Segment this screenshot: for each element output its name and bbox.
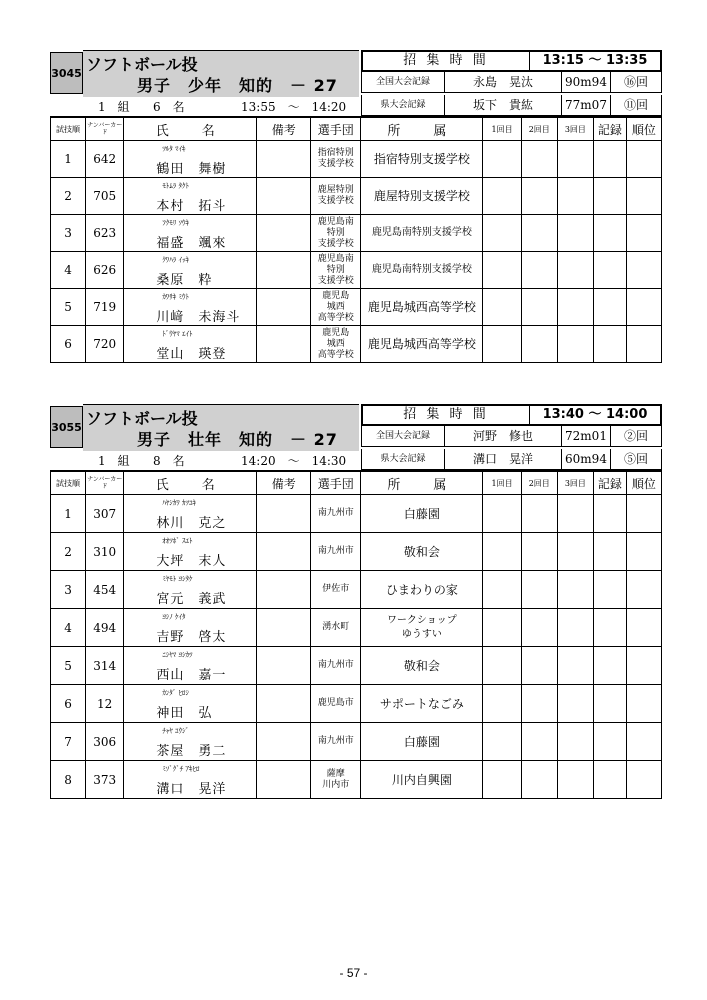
event-block: [50, 404, 662, 799]
attempt-1-cell: [483, 252, 521, 289]
record-row: [361, 449, 662, 470]
record-edition: ⑯回: [623, 75, 648, 89]
affiliation-cell: 敬和会: [361, 533, 483, 571]
athlete-name: 西山 嘉一: [156, 668, 227, 683]
athlete-name-cell: [124, 215, 257, 252]
team-cell: 鹿児島市: [311, 685, 361, 723]
recall-time: 13:40 ～ 14:00: [542, 407, 648, 422]
athlete-name: 吉野 啓太: [156, 630, 227, 645]
record-mark: 72m01: [562, 426, 611, 446]
attempt-3-cell: [557, 685, 593, 723]
trial-order: 5: [51, 647, 86, 685]
affiliation-cell: 鹿屋特別支援学校: [361, 178, 483, 215]
athlete-name: 神田 弘: [156, 706, 213, 721]
col-rank: 順位: [626, 472, 661, 495]
trial-order: 4: [51, 252, 86, 289]
event-code: 3055: [50, 406, 83, 448]
athlete-name: 福盛 颯來: [156, 236, 227, 251]
col-order: 試技順: [51, 472, 86, 495]
record-cell: [593, 685, 626, 723]
team-cell: 鹿屋特別 支援学校: [311, 178, 361, 215]
record-holder: 河野 修也: [445, 426, 562, 446]
athlete-name-cell: [124, 571, 257, 609]
record-cell: [593, 723, 626, 761]
trial-order: 1: [51, 141, 86, 178]
col-note: 備考: [257, 118, 311, 141]
trial-order: 6: [51, 685, 86, 723]
bib-number: 719: [86, 289, 124, 326]
team-cell: 薩摩 川内市: [311, 761, 361, 799]
athlete-name-cell: [124, 647, 257, 685]
table-row: [51, 289, 662, 326]
trial-order: 6: [51, 326, 86, 363]
team-cell: 鹿児島 城西 高等学校: [311, 326, 361, 363]
group-count: 6 名: [153, 100, 185, 114]
athlete-name: 宮元 義武: [156, 592, 227, 607]
col-name: 氏 名: [124, 118, 257, 141]
attempt-1-cell: [483, 326, 521, 363]
attempt-3-cell: [557, 761, 593, 799]
record-row: [361, 72, 662, 93]
trial-order: 4: [51, 609, 86, 647]
attempt-1-cell: [483, 141, 521, 178]
attempt-1-cell: [483, 685, 521, 723]
athlete-name: 林川 克之: [156, 516, 227, 531]
rank-cell: [626, 252, 661, 289]
event-category: 男子 壮年 知的 － 27: [137, 430, 338, 449]
athlete-kana: ｶﾜｻｷ ﾐｳﾄ: [162, 293, 190, 301]
attempt-3-cell: [557, 178, 593, 215]
attempt-2-cell: [521, 252, 557, 289]
table-row: [51, 326, 662, 363]
record-cell: [593, 533, 626, 571]
affiliation-cell: 川内自興園: [361, 761, 483, 799]
athlete-name: 大坪 末人: [156, 554, 227, 569]
team-cell: 鹿児島南 特別 支援学校: [311, 215, 361, 252]
group-count: 8 名: [153, 454, 185, 468]
recall-time-row: [361, 50, 662, 72]
attempt-3-cell: [557, 141, 593, 178]
note-cell: [257, 141, 311, 178]
recall-time: 13:15 ～ 13:35: [542, 53, 648, 68]
trial-order: 1: [51, 495, 86, 533]
attempt-3-cell: [557, 647, 593, 685]
affiliation-cell: ワークショップ ゆうすい: [361, 609, 483, 647]
affiliation-cell: ひまわりの家: [361, 571, 483, 609]
affiliation-cell: 敬和会: [361, 647, 483, 685]
rank-cell: [626, 215, 661, 252]
event-header: [50, 50, 662, 96]
attempt-1-cell: [483, 647, 521, 685]
athlete-kana: ﾊﾔｼｶﾜ ｶﾂﾕｷ: [162, 499, 197, 507]
record-mark: 60m94: [562, 449, 611, 469]
record-cell: [593, 609, 626, 647]
col-r3: 3回目: [557, 472, 593, 495]
col-team: 選手団: [311, 118, 361, 141]
bib-number: 306: [86, 723, 124, 761]
bib-number: 720: [86, 326, 124, 363]
attempt-3-cell: [557, 495, 593, 533]
record-label: 県大会記録: [362, 95, 445, 115]
attempt-2-cell: [521, 178, 557, 215]
athlete-kana: ｶﾝﾀﾞ ﾋﾛｼ: [162, 689, 190, 697]
athlete-name-cell: [124, 761, 257, 799]
athlete-name: 鶴田 舞樹: [156, 162, 227, 177]
record-holder: 溝口 晃洋: [445, 449, 562, 469]
attempt-2-cell: [521, 141, 557, 178]
col-record: 記録: [593, 472, 626, 495]
trial-order: 5: [51, 289, 86, 326]
note-cell: [257, 178, 311, 215]
record-cell: [593, 289, 626, 326]
team-cell: 南九州市: [311, 723, 361, 761]
attempt-2-cell: [521, 326, 557, 363]
attempt-2-cell: [521, 685, 557, 723]
table-row: [51, 533, 662, 571]
bib-number: 373: [86, 761, 124, 799]
group-row: [50, 450, 662, 471]
attempt-2-cell: [521, 571, 557, 609]
bib-number: 307: [86, 495, 124, 533]
record-cell: [593, 495, 626, 533]
event-header: [50, 404, 662, 450]
record-edition: ②回: [623, 429, 648, 443]
group-number: 1 組: [98, 100, 130, 114]
athlete-rows: [51, 141, 662, 363]
attempt-2-cell: [521, 609, 557, 647]
trial-order: 2: [51, 178, 86, 215]
event-category: 男子 少年 知的 － 27: [137, 76, 338, 95]
record-label: 全国大会記録: [362, 426, 445, 446]
bib-number: 310: [86, 533, 124, 571]
group-row: [50, 96, 662, 117]
team-cell: 南九州市: [311, 495, 361, 533]
startlist-table: [50, 471, 662, 799]
athlete-kana: ﾖｼﾉ ｹｲﾀ: [162, 613, 186, 621]
record-cell: [593, 252, 626, 289]
attempt-3-cell: [557, 571, 593, 609]
affiliation-cell: 鹿児島南特別支援学校: [361, 252, 483, 289]
rank-cell: [626, 495, 661, 533]
table-header: [51, 472, 662, 495]
attempt-3-cell: [557, 289, 593, 326]
record-cell: [593, 571, 626, 609]
record-row: [361, 95, 662, 116]
team-cell: 鹿児島 城西 高等学校: [311, 289, 361, 326]
record-holder: 永島 晃汰: [445, 72, 562, 92]
team-cell: 湧水町: [311, 609, 361, 647]
record-holder: 坂下 貴紘: [445, 95, 562, 115]
table-row: [51, 495, 662, 533]
note-cell: [257, 326, 311, 363]
table-row: [51, 685, 662, 723]
team-cell: 伊佐市: [311, 571, 361, 609]
event-code: 3045: [50, 52, 83, 94]
athlete-name-cell: [124, 178, 257, 215]
attempt-3-cell: [557, 609, 593, 647]
recall-label: 招 集 時 間: [363, 406, 530, 424]
athlete-name-cell: [124, 685, 257, 723]
record-edition: ⑪回: [623, 98, 648, 112]
group-time: 13:55 ～ 14:20: [241, 100, 347, 114]
event-title: ソフトボール投: [86, 55, 198, 74]
note-cell: [257, 289, 311, 326]
bib-number: 494: [86, 609, 124, 647]
team-cell: 鹿児島南 特別 支援学校: [311, 252, 361, 289]
col-r2: 2回目: [521, 118, 557, 141]
col-r1: 1回目: [483, 118, 521, 141]
affiliation-cell: 白藤園: [361, 723, 483, 761]
group-time: 14:20 ～ 14:30: [241, 454, 347, 468]
bib-number: 314: [86, 647, 124, 685]
record-label: 全国大会記録: [362, 72, 445, 92]
trial-order: 2: [51, 533, 86, 571]
record-label: 県大会記録: [362, 449, 445, 469]
bib-number: 12: [86, 685, 124, 723]
team-cell: 南九州市: [311, 533, 361, 571]
event-title: ソフトボール投: [86, 409, 198, 428]
table-row: [51, 571, 662, 609]
athlete-name: 桑原 粋: [156, 273, 213, 288]
athlete-name: 川﨑 未海斗: [156, 310, 241, 325]
affiliation-cell: 鹿児島城西高等学校: [361, 326, 483, 363]
page-number: - 57 -: [339, 966, 368, 980]
rank-cell: [626, 178, 661, 215]
attempt-1-cell: [483, 723, 521, 761]
affiliation-cell: 鹿児島南特別支援学校: [361, 215, 483, 252]
affiliation-cell: サポートなごみ: [361, 685, 483, 723]
col-r1: 1回目: [483, 472, 521, 495]
attempt-1-cell: [483, 533, 521, 571]
affiliation-cell: 鹿児島城西高等学校: [361, 289, 483, 326]
rank-cell: [626, 761, 661, 799]
attempt-3-cell: [557, 533, 593, 571]
affiliation-cell: 指宿特別支援学校: [361, 141, 483, 178]
athlete-name-cell: [124, 326, 257, 363]
table-row: [51, 723, 662, 761]
note-cell: [257, 609, 311, 647]
bib-number: 642: [86, 141, 124, 178]
table-row: [51, 761, 662, 799]
rank-cell: [626, 571, 661, 609]
athlete-kana: ﾄﾞｳﾔﾏ ｴｲﾄ: [162, 330, 193, 338]
recall-time-row: [361, 404, 662, 426]
attempt-2-cell: [521, 215, 557, 252]
note-cell: [257, 685, 311, 723]
athlete-kana: ﾐﾔﾓﾄ ﾖｼﾀｹ: [162, 575, 193, 583]
col-rank: 順位: [626, 118, 661, 141]
col-affiliation: 所 属: [361, 118, 483, 141]
athlete-kana: ﾁｬﾔ ﾕｳｼﾞ: [162, 727, 190, 735]
athlete-name-cell: [124, 289, 257, 326]
event-info: [361, 404, 662, 447]
recall-label: 招 集 時 間: [363, 52, 530, 70]
athlete-kana: ﾌｸﾓﾘ ｿｳｷ: [162, 219, 190, 227]
rank-cell: [626, 326, 661, 363]
attempt-3-cell: [557, 326, 593, 363]
record-mark: 77m07: [562, 95, 611, 115]
table-row: [51, 141, 662, 178]
attempt-1-cell: [483, 289, 521, 326]
col-affiliation: 所 属: [361, 472, 483, 495]
col-order: 試技順: [51, 118, 86, 141]
attempt-2-cell: [521, 495, 557, 533]
athlete-name: 溝口 晃洋: [156, 782, 227, 797]
col-r3: 3回目: [557, 118, 593, 141]
rank-cell: [626, 533, 661, 571]
note-cell: [257, 252, 311, 289]
table-row: [51, 609, 662, 647]
bib-number: 623: [86, 215, 124, 252]
startlist-table: [50, 117, 662, 363]
athlete-kana: ﾐｿﾞｸﾞﾁ ｱｷﾋﾛ: [162, 765, 200, 773]
group-number: 1 組: [98, 454, 130, 468]
record-cell: [593, 647, 626, 685]
attempt-2-cell: [521, 289, 557, 326]
attempt-3-cell: [557, 215, 593, 252]
athlete-name-cell: [124, 495, 257, 533]
record-cell: [593, 761, 626, 799]
col-record: 記録: [593, 118, 626, 141]
note-cell: [257, 647, 311, 685]
note-cell: [257, 495, 311, 533]
col-r2: 2回目: [521, 472, 557, 495]
rank-cell: [626, 647, 661, 685]
athlete-name: 堂山 瑛登: [156, 347, 227, 362]
col-number: ナンバーカード: [86, 118, 124, 141]
athlete-kana: ｸﾜﾊﾗ ｲｯｷ: [162, 256, 190, 264]
table-row: [51, 178, 662, 215]
record-cell: [593, 215, 626, 252]
note-cell: [257, 723, 311, 761]
team-cell: 南九州市: [311, 647, 361, 685]
event-block: [50, 50, 662, 363]
bib-number: 626: [86, 252, 124, 289]
attempt-1-cell: [483, 609, 521, 647]
trial-order: 8: [51, 761, 86, 799]
attempt-2-cell: [521, 761, 557, 799]
athlete-name-cell: [124, 533, 257, 571]
attempt-1-cell: [483, 215, 521, 252]
athlete-kana: ﾆｼﾔﾏ ﾖｼｶﾂ: [162, 651, 193, 659]
col-note: 備考: [257, 472, 311, 495]
record-row: [361, 426, 662, 447]
trial-order: 3: [51, 215, 86, 252]
attempt-1-cell: [483, 495, 521, 533]
table-row: [51, 215, 662, 252]
athlete-name: 本村 拓斗: [156, 199, 227, 214]
athlete-name-cell: [124, 723, 257, 761]
event-title-box: [83, 50, 359, 97]
rank-cell: [626, 685, 661, 723]
record-cell: [593, 178, 626, 215]
note-cell: [257, 215, 311, 252]
bib-number: 454: [86, 571, 124, 609]
record-edition: ⑤回: [623, 452, 648, 466]
note-cell: [257, 533, 311, 571]
attempt-2-cell: [521, 723, 557, 761]
athlete-name-cell: [124, 141, 257, 178]
trial-order: 3: [51, 571, 86, 609]
bib-number: 705: [86, 178, 124, 215]
athlete-kana: ﾂﾙﾀ ﾏｲｷ: [162, 145, 186, 153]
athlete-name-cell: [124, 252, 257, 289]
record-cell: [593, 326, 626, 363]
col-name: 氏 名: [124, 472, 257, 495]
affiliation-cell: 白藤園: [361, 495, 483, 533]
team-cell: 指宿特別 支援学校: [311, 141, 361, 178]
trial-order: 7: [51, 723, 86, 761]
note-cell: [257, 761, 311, 799]
attempt-1-cell: [483, 761, 521, 799]
attempt-2-cell: [521, 647, 557, 685]
event-title-box: [83, 404, 359, 451]
col-number: ナンバーカード: [86, 472, 124, 495]
rank-cell: [626, 141, 661, 178]
attempt-3-cell: [557, 252, 593, 289]
record-mark: 90m94: [562, 72, 611, 92]
athlete-name: 茶屋 勇二: [156, 744, 227, 759]
attempt-2-cell: [521, 533, 557, 571]
attempt-1-cell: [483, 571, 521, 609]
athlete-kana: ﾓﾄﾑﾗ ﾀｸﾄ: [162, 182, 190, 190]
rank-cell: [626, 289, 661, 326]
note-cell: [257, 571, 311, 609]
event-info: [361, 50, 662, 93]
col-team: 選手団: [311, 472, 361, 495]
table-row: [51, 252, 662, 289]
record-cell: [593, 141, 626, 178]
table-header: [51, 118, 662, 141]
athlete-name-cell: [124, 609, 257, 647]
athlete-rows: [51, 495, 662, 799]
athlete-kana: ｵｵﾂﾎﾞ ｽｴﾄ: [162, 537, 193, 545]
rank-cell: [626, 723, 661, 761]
rank-cell: [626, 609, 661, 647]
attempt-3-cell: [557, 723, 593, 761]
attempt-1-cell: [483, 178, 521, 215]
table-row: [51, 647, 662, 685]
